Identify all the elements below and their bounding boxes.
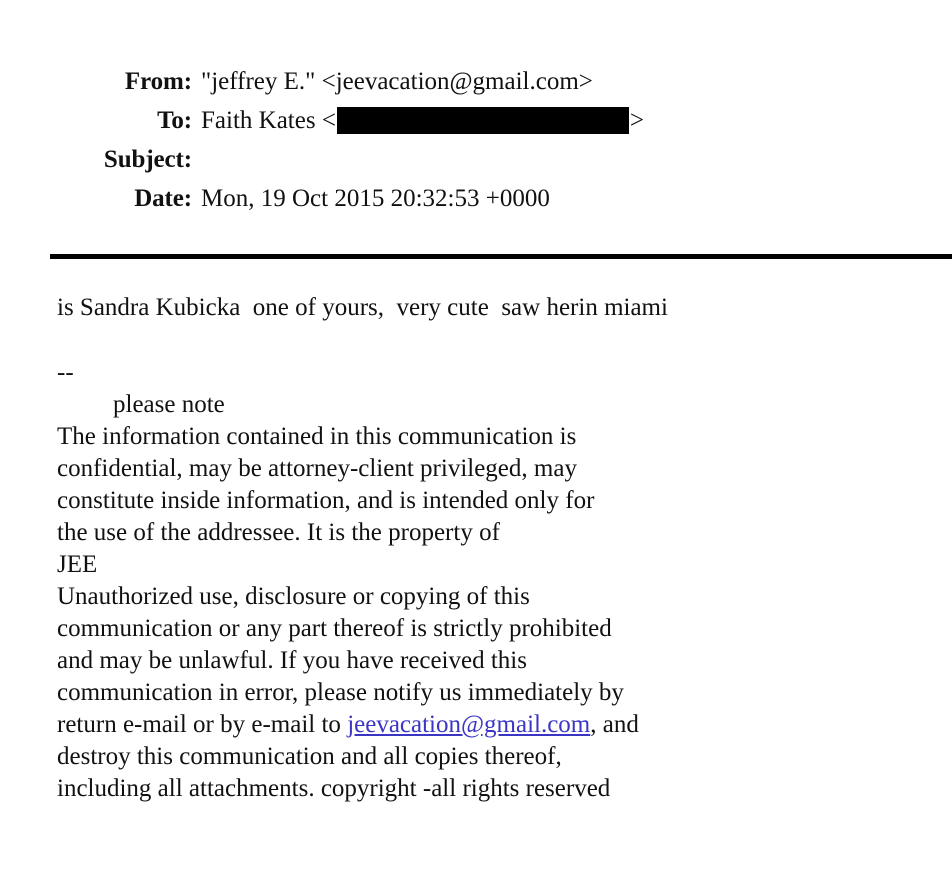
disclaimer-line: Unauthorized use, disclosure or copying of this [57,583,530,610]
disclaimer-link-line [57,709,917,741]
to-label: To: [157,107,192,134]
disclaimer-line: constitute inside information, and is intended only for [57,487,595,514]
disclaimer-line: JEE [57,551,98,578]
from-label: From: [124,68,192,95]
link-line-suffix: , and [590,711,639,738]
redaction-bar [337,107,629,134]
disclaimer-line: The information contained in this communication is [57,423,577,450]
email-header [0,62,952,218]
to-value-prefix: Faith Kates < [201,107,336,134]
header-row-from [0,62,952,101]
header-row-subject [0,140,952,179]
disclaimer-line: confidential, may be attorney-client privileged, may [57,455,577,482]
header-row-date [0,179,952,218]
message-line: is Sandra Kubicka one of yours, very cute saw herin miami [57,294,668,321]
date-label: Date: [134,185,192,212]
please-note-line: please note [113,391,225,418]
from-value-text: "jeffrey E." <jeevacation@gmail.com> [201,68,593,95]
subject-label: Subject: [103,146,192,173]
header-row-to [0,101,952,140]
disclaimer-line: and may be unlawful. If you have received this [57,647,527,674]
date-value-text: Mon, 19 Oct 2015 20:32:53 +0000 [201,185,550,212]
disclaimer-line: the use of the addressee. It is the property of [57,519,500,546]
date-value [192,179,550,218]
disclaimer-line: communication in error, please notify us immediately by [57,679,624,706]
disclaimer-line: communication or any part thereof is strictly prohibited [57,615,612,642]
closing-line: including all attachments. copyright -all rights reserved [57,775,611,802]
closing-line: destroy this communication and all copies thereof, [57,743,562,770]
from-value [192,62,593,101]
email-body [57,292,917,805]
header-body-divider [50,254,952,259]
email-link[interactable]: jeevacation@gmail.com [347,711,591,738]
blank-line [57,324,917,357]
to-value [192,101,644,140]
link-line-prefix: return e-mail or by e-mail to [57,711,348,738]
signature-separator: -- [57,359,74,386]
to-value-suffix: > [629,107,645,134]
